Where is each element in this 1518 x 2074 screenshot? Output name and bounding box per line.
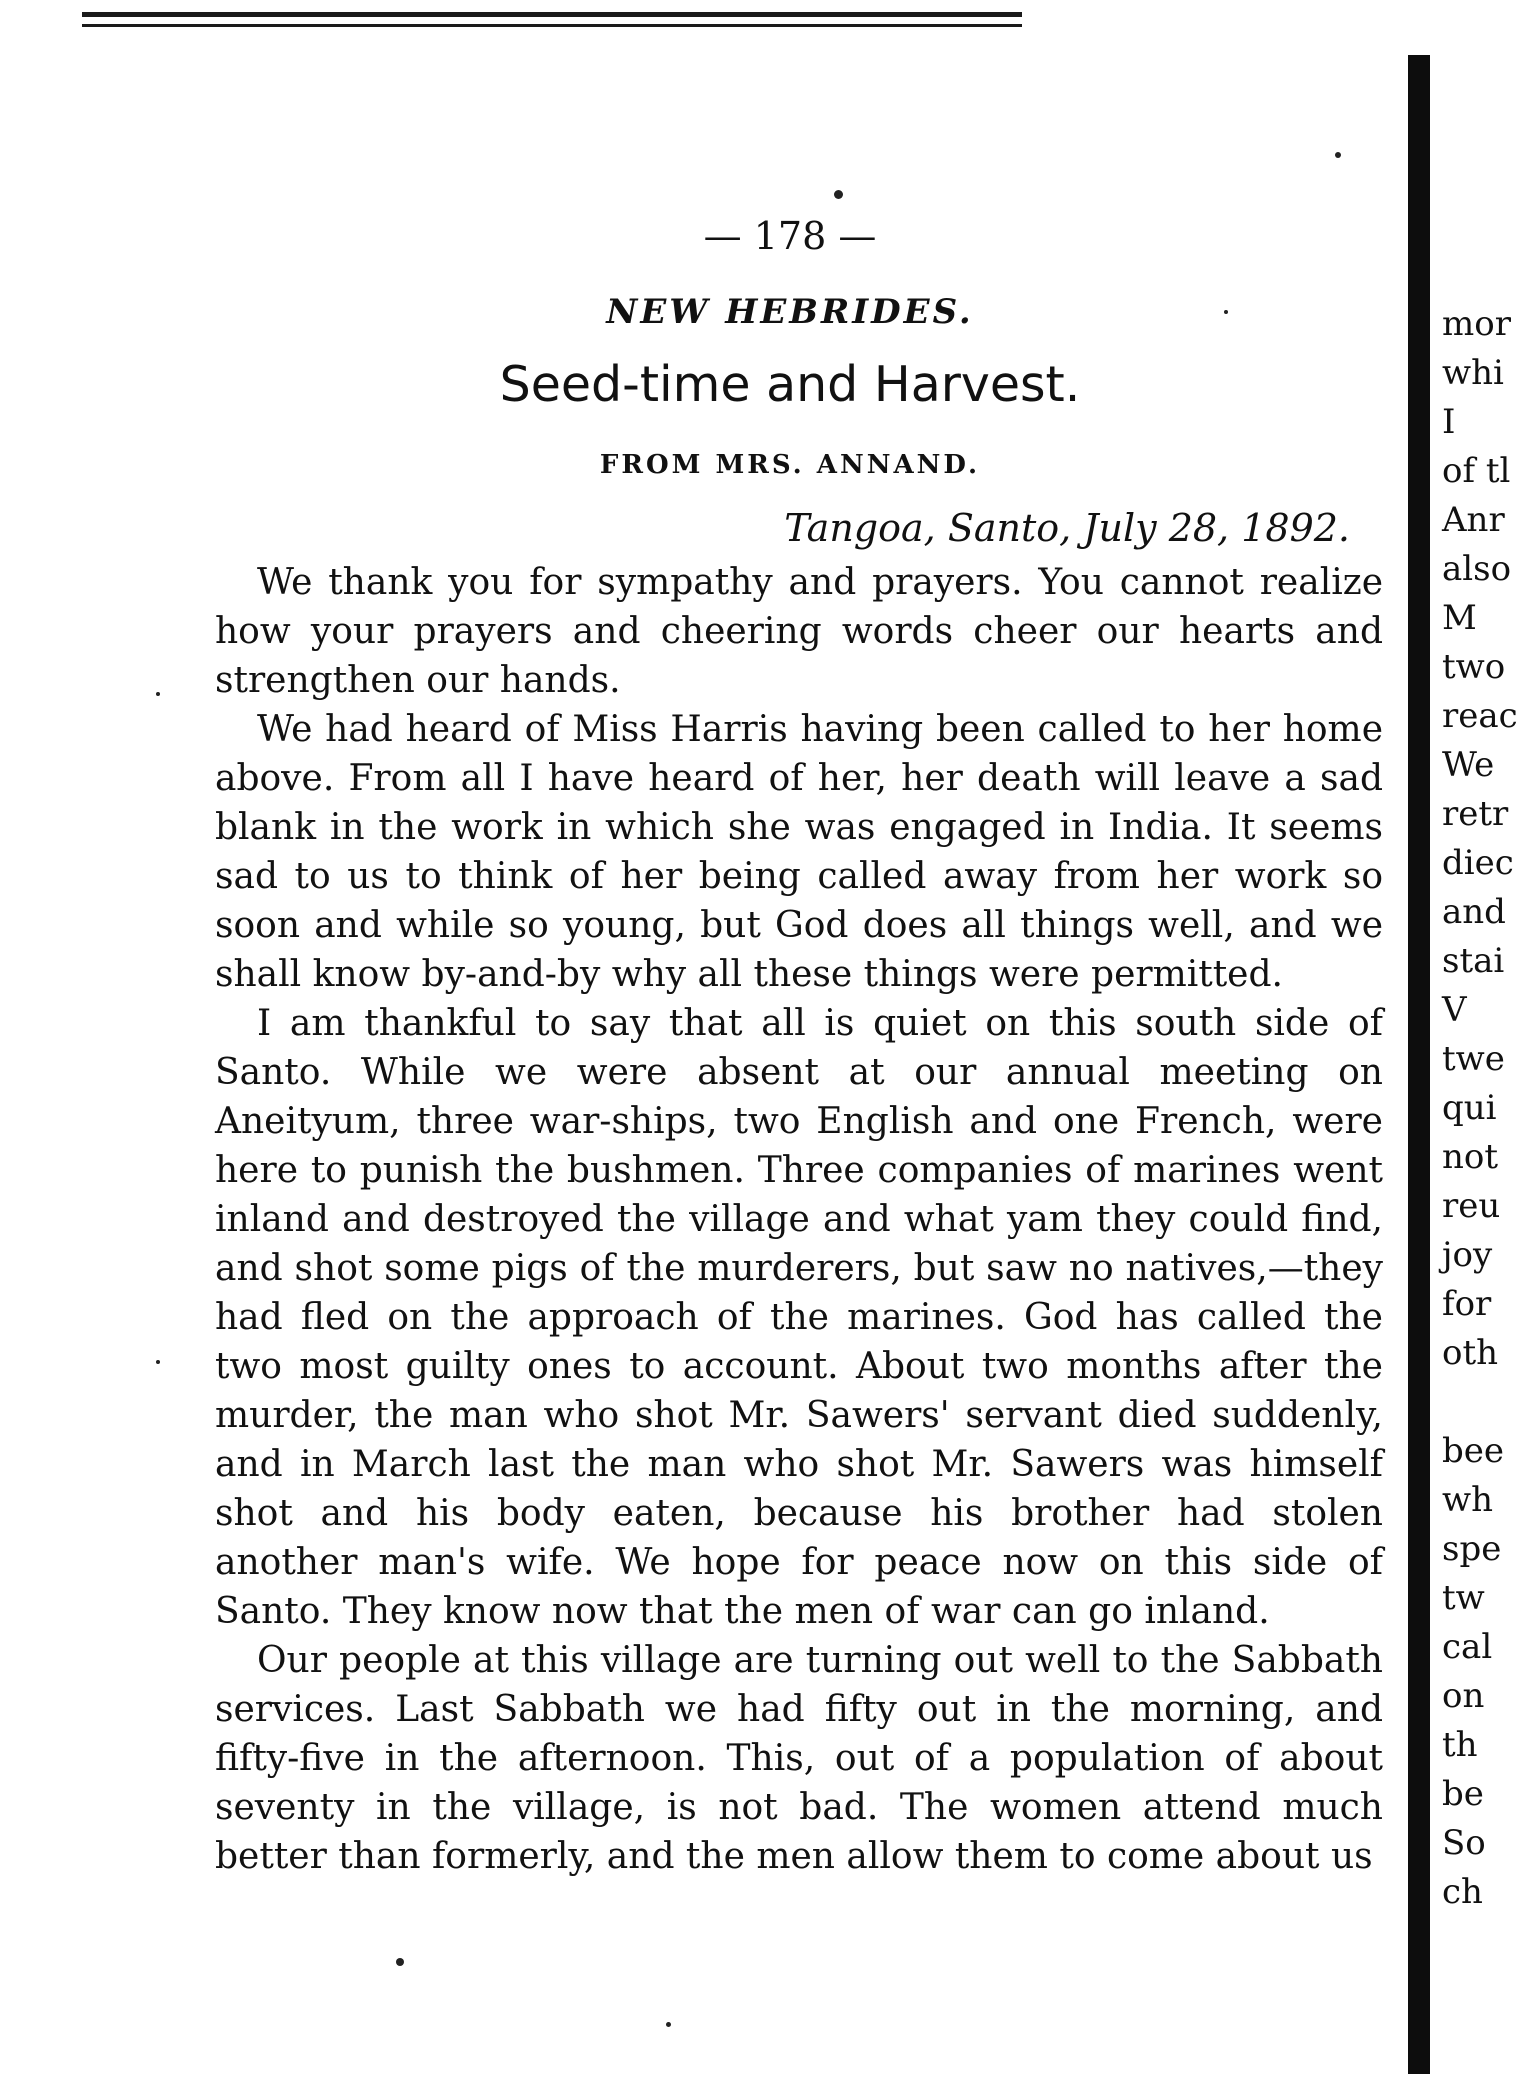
top-rule-thin [82,24,1022,27]
fragment-line: I [1442,402,1456,442]
paragraph: I am thankful to say that all is quiet on this south side of Santo. While we were absent at our annual meeting on Aneityum, three war-ships, two English and one French, were here to punish the bushmen. Three companies of marines went inland and destroyed the village and what yam they could find, and shot some pigs of the murderers, but saw no natives,—they had fled on the approach of the marines. God has called the two most guilty ones to account. About two months after the murder, the man who shot Mr. Sawers' servant died suddenly, and in March last the man who shot Mr. Sawers was himself shot and his body eaten, because his brother had stolen another man's wife. We hope for peace now on this side of Santo. They know now that the men of war can go inland. [215,1003,1383,1632]
fragment-line: of tl [1442,451,1511,491]
speck [156,692,160,696]
fragment-line: oth [1442,1333,1499,1373]
fragment-line: M [1442,598,1477,638]
dateline: Tangoa, Santo, July 28, 1892. [784,506,1350,550]
fragment-line: mor [1442,304,1511,344]
fragment-line: diec [1442,843,1514,883]
section-heading: NEW HEBRIDES. [606,292,974,332]
fragment-line: wh [1442,1480,1493,1520]
paragraph: Our people at this village are turning out well to the Sabbath services. Last Sabbath we had fifty out in the morning, and fifty-five in the afternoon. This, out of a population of about seventy in the village, is not bad. The women attend much better than formerly, and the men allow them to come about us [215,1640,1383,1877]
fragment-line: V [1442,990,1467,1030]
fragment-line: be [1442,1774,1484,1814]
article-title: Seed-time and Harvest. [499,356,1081,413]
fragment-line: We [1442,745,1495,785]
paragraph: We thank you for sympathy and prayers. You cannot realize how your prayers and cheering words cheer our hearts and strengthen our hands. [215,562,1383,701]
fragment-line [1442,1378,1510,1427]
fragment-line: stai [1442,941,1505,981]
fragment-line: for [1442,1284,1492,1324]
fragment-line: twe [1442,1039,1505,1079]
fragment-line: cal [1442,1627,1493,1667]
fragment-line: bee [1442,1431,1505,1471]
speck [156,1360,160,1364]
speck [1335,152,1341,158]
speck [396,1958,404,1966]
fragment-line: qui [1442,1088,1497,1128]
fragment-line: ch [1442,1872,1483,1912]
byline: FROM MRS. ANNAND. [599,450,981,480]
fragment-line: reu [1442,1186,1501,1226]
top-rule [82,12,1022,17]
fragment-line: joy [1442,1235,1493,1275]
paragraph: We had heard of Miss Harris having been called to her home above. From all I have heard of her, her death will leave a sad blank in the work in which she was engaged in India. It seems sad to us to think of her being called away from her work so soon and while so young, but God does all things well, and we shall know by-and-by why all these things were permitted. [215,709,1383,995]
fragment-line: Anr [1442,500,1505,540]
fragment-line: on [1442,1676,1485,1716]
fragment-line: and [1442,892,1506,932]
fragment-line: not [1442,1137,1499,1177]
speck [666,2022,671,2027]
adjacent-page-column [1442,300,1518,1917]
speck [834,190,843,199]
page-number: — 178 — [703,214,877,258]
fragment-line: whi [1442,353,1504,393]
article-body [215,558,1383,1881]
fragment-line: reac [1442,696,1518,736]
fragment-line: retr [1442,794,1509,834]
fragment-line: two [1442,647,1506,687]
fragment-line: tw [1442,1578,1485,1618]
fragment-line: spe [1442,1529,1502,1569]
fragment-line: also [1442,549,1512,589]
fragment-line: th [1442,1725,1478,1765]
fragment-line: So [1442,1823,1486,1863]
binding-gutter [1408,55,1430,2074]
